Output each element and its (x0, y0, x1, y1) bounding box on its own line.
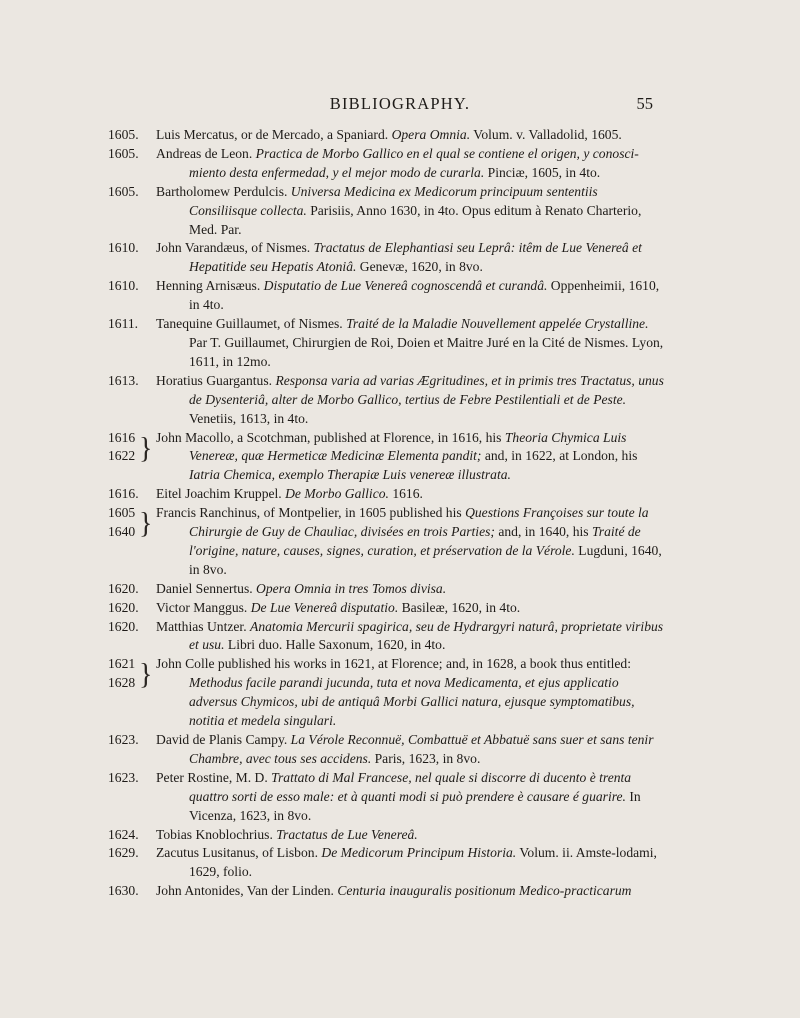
entry-year-value: 1605. (108, 127, 139, 142)
bibliography-entry (108, 145, 668, 183)
entry-title: De Medicorum Principum Historia. (321, 845, 517, 861)
entry-text (156, 485, 668, 504)
entry-detail: Paris, 1623, in 8vo. (371, 750, 481, 766)
entry-detail: Zacutus Lusitanus, of Lisbon. (156, 845, 322, 861)
bibliography-entry (108, 126, 668, 145)
page-header (0, 94, 800, 118)
entry-detail: Bartholomew Perdulcis. (156, 183, 291, 199)
entry-title: Iatria Chemica, exemplo Therapiæ Luis venereæ illustrata. (189, 467, 511, 483)
entry-title: Anatomia Mercurii spagirica, seu de Hydrargyri naturâ, proprietate viribus et usu. (189, 618, 664, 653)
bibliography-entry (108, 315, 668, 372)
entry-detail: John Varandæus, of Nismes. (156, 240, 314, 256)
entry-year-value: 1605 (108, 505, 136, 521)
entry-text (156, 618, 668, 656)
bibliography-entry (108, 826, 668, 845)
bibliography-entry (108, 599, 668, 618)
entry-detail: Oppenheimii, 1610, in 4to. (189, 278, 660, 313)
entry-title: Centuria inauguralis positionum Medico-practicarum (337, 883, 632, 899)
entry-year (108, 618, 148, 637)
bibliography-entry (108, 183, 668, 240)
entry-year (108, 731, 148, 750)
entry-detail: David de Planis Campy. (156, 732, 291, 747)
entry-title: Tractatus de Elephantiasi seu Leprâ: itêm de Lue Venereâ et Hepatitide seu Hepatis Atoniâ. (189, 240, 642, 275)
entry-detail: Volum. ii. Amste-lodami, 1629, folio. (189, 845, 657, 880)
entry-detail: Tobias Knoblochrius. (156, 826, 277, 842)
entry-text (156, 580, 668, 599)
entry-detail: Henning Arnisæus. (156, 278, 264, 294)
entry-year (108, 126, 148, 145)
entry-detail: Eitel Joachim Kruppel. (156, 486, 286, 502)
entry-title: Universa Medicina ex Medicorum principuum sententiis Consiliisque collecta. (189, 183, 598, 218)
entry-year (108, 239, 148, 258)
entry-year (108, 315, 148, 334)
entry-title: De Lue Venereâ disputatio. (250, 599, 399, 615)
entry-detail: Pinciæ, 1605, in 4to. (484, 164, 601, 180)
entry-text (156, 126, 668, 145)
entry-detail: Genevæ, 1620, in 8vo. (356, 259, 483, 275)
entry-year-value: 1610. (108, 278, 139, 294)
entry-text (156, 504, 668, 580)
entry-title: De Morbo Gallico. (285, 486, 389, 502)
entry-detail: Par T. Guillaumet, Chirurgien de Roi, Doien et Maitre Juré en la Cité de Nismes. Lyon, 1611, in 12mo. (189, 334, 664, 369)
entry-title: Traité de l'origine, nature, causes, signes, curation, et préservation de la Vérole. (189, 524, 641, 558)
entry-detail: 1616. (388, 486, 423, 502)
entry-year (108, 183, 148, 202)
entry-title: Theoria Chymica Luis Venereæ, quæ Hermeticæ Medicinæ Elementa pandit; (189, 429, 627, 464)
entry-detail: Francis Ranchinus, of Montpelier, in 1605 published his (156, 505, 466, 521)
entry-detail: Matthias Untzer. (156, 618, 251, 634)
entry-detail: Andreas de Leon. (156, 145, 256, 161)
entry-year (108, 145, 148, 164)
entry-year (108, 485, 148, 504)
entry-detail: Lugduni, 1640, in 8vo. (189, 542, 662, 577)
entry-title: Opera Omnia in tres Tomos divisa. (256, 580, 447, 596)
brace-glyph: } (139, 658, 153, 692)
entry-year-value: 1605. (108, 145, 139, 161)
page-number: 55 (636, 94, 653, 113)
entry-title: Practica de Morbo Gallico en el qual se contiene el origen, y conosci-miento desta enfermedad, y el mejor modo de curarla. (189, 145, 639, 180)
entry-year (108, 826, 148, 845)
entry-detail: and, in 1622, at London, his (481, 448, 638, 464)
bibliography-entry (108, 504, 668, 580)
entry-year-value: 1628 (108, 675, 136, 691)
entry-detail: John Macollo, a Scotchman, published at Florence, in 1616, his (156, 429, 505, 445)
bibliography-entry (108, 731, 668, 769)
entry-year-value: 1610. (108, 240, 139, 256)
entry-detail: Victor Manggus. (156, 599, 251, 615)
entry-text (156, 372, 668, 429)
entry-detail: John Colle published his works in 1621, at Florence; and, in 1628, a book thus entitled: (156, 656, 631, 672)
entry-detail: and, in 1640, his (494, 524, 592, 540)
entry-title: Questions Françoises sur toute la Chirurgie de Guy de Chauliac, divisées en trois Parties; (189, 505, 649, 540)
entry-title: Trattato di Mal Francese, nel quale si discorre di ducento è trenta quattro sorti de esso male: et à quanti modi si può prendere è causare é guarire. (189, 769, 632, 804)
entry-year-value: 1623. (108, 769, 139, 785)
entry-detail: Tanequine Guillaumet, of Nismes. (156, 316, 347, 332)
entry-year-value: 1620. (108, 580, 139, 596)
entry-text (156, 769, 668, 826)
entry-year-value: 1620. (108, 599, 139, 615)
entry-year (108, 882, 148, 901)
entry-detail: John Antonides, Van der Linden. (156, 883, 338, 899)
bibliography-entry (108, 844, 668, 882)
entry-detail: Luis Mercatus, or de Mercado, a Spaniard. (156, 127, 392, 142)
entry-year-value: 1616. (108, 486, 139, 502)
bibliography-entry (108, 580, 668, 599)
running-title: BIBLIOGRAPHY. (329, 94, 471, 113)
entry-text (156, 731, 668, 769)
bibliography-entry (108, 882, 668, 901)
entry-detail: Horatius Guargantus. (156, 372, 276, 388)
entry-text (156, 429, 668, 486)
entry-title: Methodus facile parandi jucunda, tuta et nova Medicamenta, et ejus applicatio adversus Chymicos, ubi de antiquâ Morbi Gallici natura, ejusque symptomatibus, notitia et medela singulari. (189, 675, 635, 729)
entry-year-value: 1624. (108, 826, 139, 842)
entry-year-value: 1629. (108, 845, 139, 861)
entry-year (108, 769, 148, 788)
entry-title: Opera Omnia. (391, 127, 471, 142)
bibliography-entry (108, 618, 668, 656)
entry-detail: Venetiis, 1613, in 4to. (189, 410, 309, 426)
entry-detail: Peter Rostine, M. D. (156, 769, 272, 785)
entry-text (156, 844, 668, 882)
brace-glyph: } (139, 507, 153, 540)
entry-title: Tractatus de Lue Venereâ. (276, 826, 418, 842)
entry-text (156, 315, 668, 372)
entry-text (156, 826, 668, 845)
bibliography-entry (108, 429, 668, 486)
entry-text (156, 599, 668, 618)
entry-year (108, 580, 148, 599)
entry-detail: Libri duo. Halle Saxonum, 1620, in 4to. (224, 637, 446, 653)
entry-detail: Daniel Sennertus. (156, 580, 257, 596)
entry-detail: In Vicenza, 1623, in 8vo. (189, 788, 641, 823)
entry-text (156, 277, 668, 315)
entry-title: Disputatio de Lue Venereâ cognoscendâ et curandâ. (263, 278, 548, 294)
entry-text (156, 239, 668, 277)
entry-year-value: 1605. (108, 183, 139, 199)
entry-year-value: 1613. (108, 372, 139, 388)
entry-year-value: 1623. (108, 732, 139, 747)
bibliography-entry (108, 277, 668, 315)
bibliography-entry (108, 485, 668, 504)
entry-detail: Basileæ, 1620, in 4to. (398, 599, 521, 615)
entry-text (156, 882, 668, 901)
entry-year-value: 1611. (108, 316, 139, 332)
brace-glyph: } (139, 431, 153, 465)
entry-detail: Volum. v. Valladolid, 1605. (470, 127, 622, 142)
entry-title: Traité de la Maladie Nouvellement appelée Crystalline. (346, 316, 649, 332)
entry-year (108, 277, 148, 296)
entry-text (156, 145, 668, 183)
bibliography-entry (108, 769, 668, 826)
entry-title: Responsa varia ad varias Ægritudines, et in primis tres Tractatus, unus de Dysenteriâ, alter de Morbo Gallico, tertius de Febre Pestilentiali et de Peste. (189, 372, 664, 407)
entry-text (156, 655, 668, 731)
entry-year-value: 1616 (108, 429, 136, 445)
entry-year (108, 599, 148, 618)
entry-year-value: 1620. (108, 618, 139, 634)
bibliography-entry (108, 372, 668, 429)
entry-year-value: 1640 (108, 524, 136, 540)
entry-year (108, 844, 148, 863)
bibliography-entry (108, 655, 668, 731)
entry-detail: Parisiis, Anno 1630, in 4to. Opus editum à Renato Charterio, Med. Par. (189, 202, 642, 237)
entry-year-value: 1622 (108, 448, 136, 464)
bibliography-list (108, 126, 668, 901)
entry-title: La Vérole Reconnuë, Combattuë et Abbatuë sans suer et sans tenir Chambre, avec tous ses accidens. (189, 732, 654, 766)
bibliography-entry (108, 239, 668, 277)
entry-year-value: 1630. (108, 883, 139, 899)
entry-year-value: 1621 (108, 656, 136, 672)
entry-text (156, 183, 668, 240)
entry-year (108, 372, 148, 391)
